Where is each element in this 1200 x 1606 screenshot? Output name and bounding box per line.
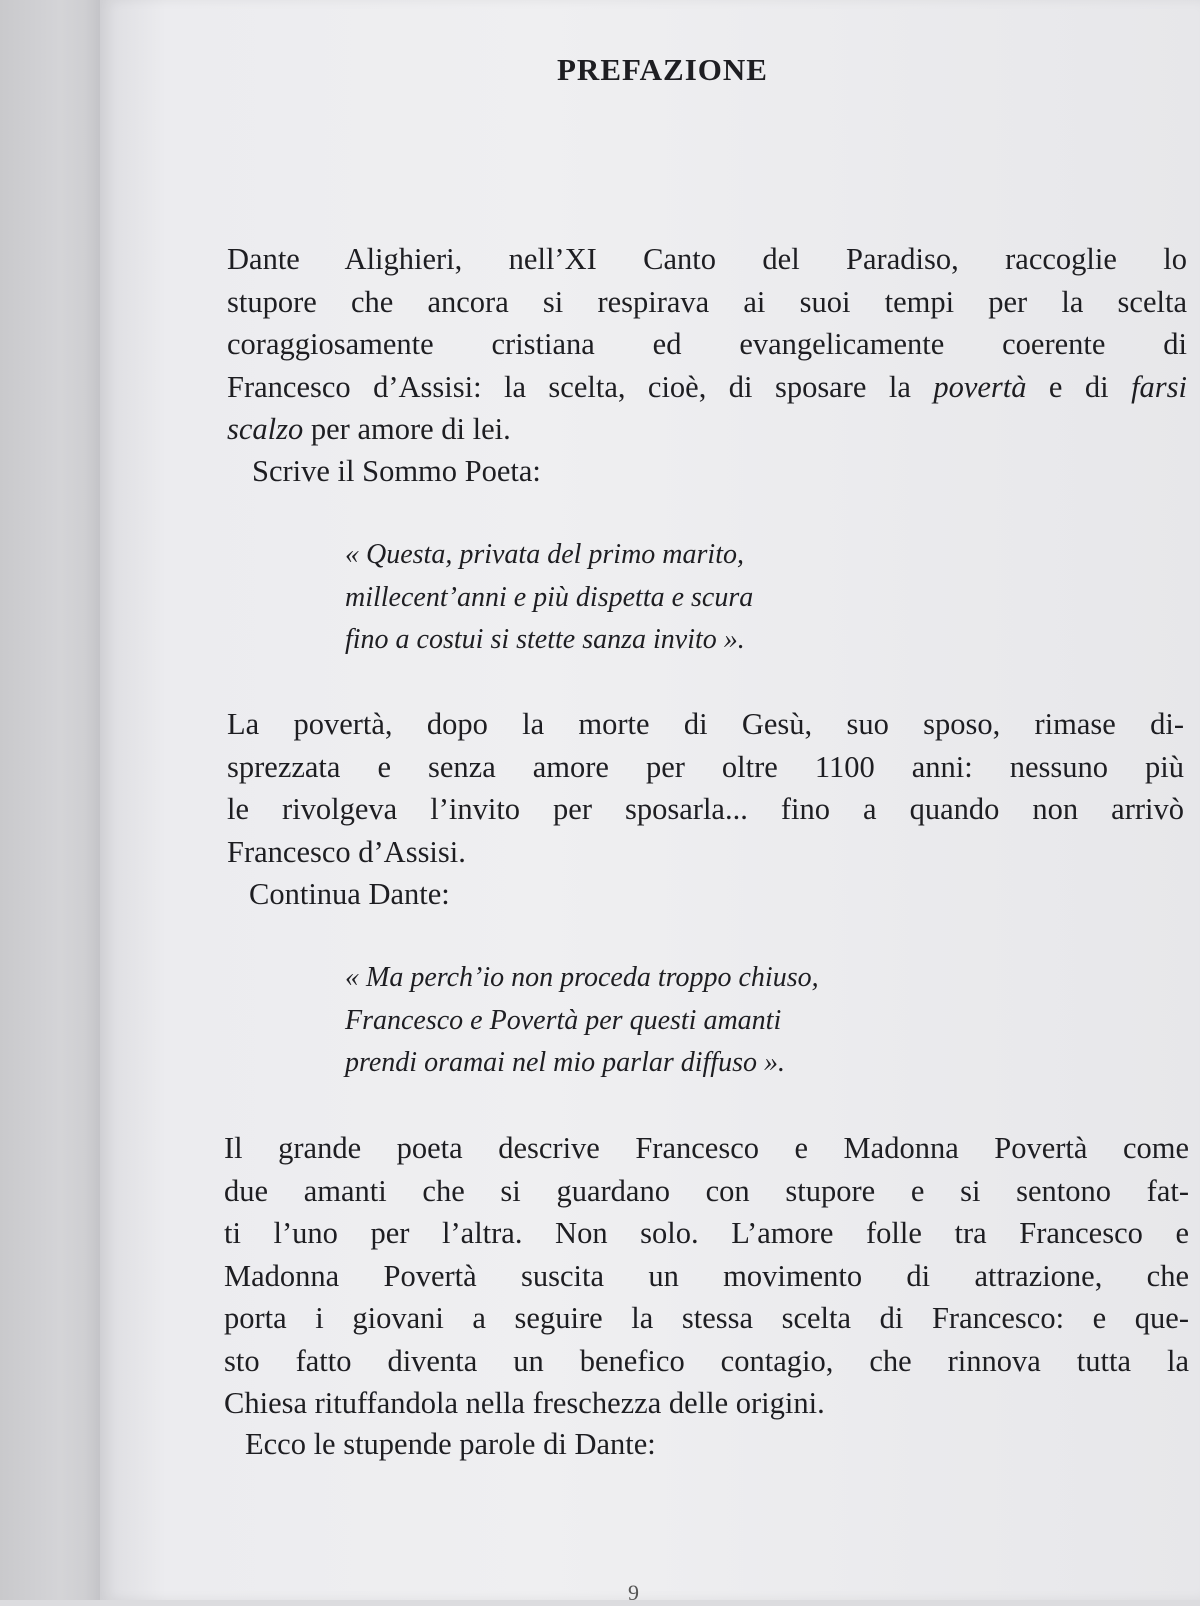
lead-in-2: Continua Dante:: [249, 877, 450, 911]
paragraph-line: La povertà, dopo la morte di Gesù, suo sposo, rimase di-: [227, 707, 1184, 741]
paragraph-line: Chiesa rituffandola nella freschezza delle origini.: [224, 1386, 825, 1420]
italic-word: scalzo: [227, 412, 304, 446]
verse-line: fino a costui si stette sanza invito ».: [345, 624, 745, 655]
page-title: PREFAZIONE: [557, 52, 768, 87]
lead-in-3: Ecco le stupende parole di Dante:: [245, 1427, 656, 1461]
paragraph-line: Dante Alighieri, nell’XI Canto del Paradiso, raccoglie lo: [227, 242, 1187, 276]
text-run: e di: [1026, 369, 1132, 404]
paragraph-line: porta i giovani a seguire la stessa scelta di Francesco: e que-: [224, 1301, 1189, 1335]
paragraph-line: le rivolgeva l’invito per sposarla... fino a quando non arrivò: [227, 792, 1184, 826]
paragraph-line: stupore che ancora si respirava ai suoi tempi per la scelta: [227, 284, 1187, 319]
verse-line: « Ma perch’io non proceda troppo chiuso,: [345, 962, 819, 993]
lead-in-1: Scrive il Sommo Poeta:: [252, 454, 541, 488]
page-gutter: [0, 0, 100, 1600]
verse-quote-1: [345, 534, 753, 662]
page-number: 9: [628, 1580, 639, 1605]
verse-line: Francesco e Povertà per questi amanti: [345, 1004, 782, 1036]
paragraph-line: sprezzata e senza amore per oltre 1100 anni: nessuno più: [227, 749, 1184, 784]
verse-quote-2: [345, 957, 819, 1085]
paragraph-2: [227, 703, 1184, 873]
verse-line: « Questa, privata del primo marito,: [345, 539, 744, 570]
verse-line: millecent’anni e più dispetta e scura: [345, 581, 754, 613]
paragraph-line: Francesco d’Assisi.: [227, 834, 466, 869]
paragraph-line: ti l’uno per l’altra. Non solo. L’amore folle tra Francesco e: [224, 1216, 1189, 1250]
text-run: per amore di lei.: [303, 412, 511, 446]
paragraph-line: [227, 366, 1187, 409]
paragraph-line: sto fatto diventa un benefico contagio, che rinnova tutta la: [224, 1343, 1189, 1378]
paragraph-line: Madonna Povertà suscita un movimento di attrazione, che: [224, 1258, 1189, 1293]
paragraph-1: [227, 238, 1187, 451]
text-run: Francesco d’Assisi: la scelta, cioè, di sposare la: [227, 369, 934, 404]
italic-word: povertà: [933, 369, 1027, 404]
verse-line: prendi oramai nel mio parlar diffuso ».: [345, 1047, 785, 1078]
paragraph-line: coraggiosamente cristiana ed evangelicamente coerente di: [227, 327, 1187, 361]
paragraph-line: [227, 408, 1187, 451]
italic-word: farsi: [1131, 369, 1187, 404]
paragraph-line: Il grande poeta descrive Francesco e Madonna Povertà come: [224, 1131, 1189, 1165]
book-page: [100, 0, 1200, 1605]
paragraph-line: due amanti che si guardano con stupore e si sentono fat-: [224, 1173, 1189, 1208]
paragraph-3: [224, 1127, 1189, 1425]
